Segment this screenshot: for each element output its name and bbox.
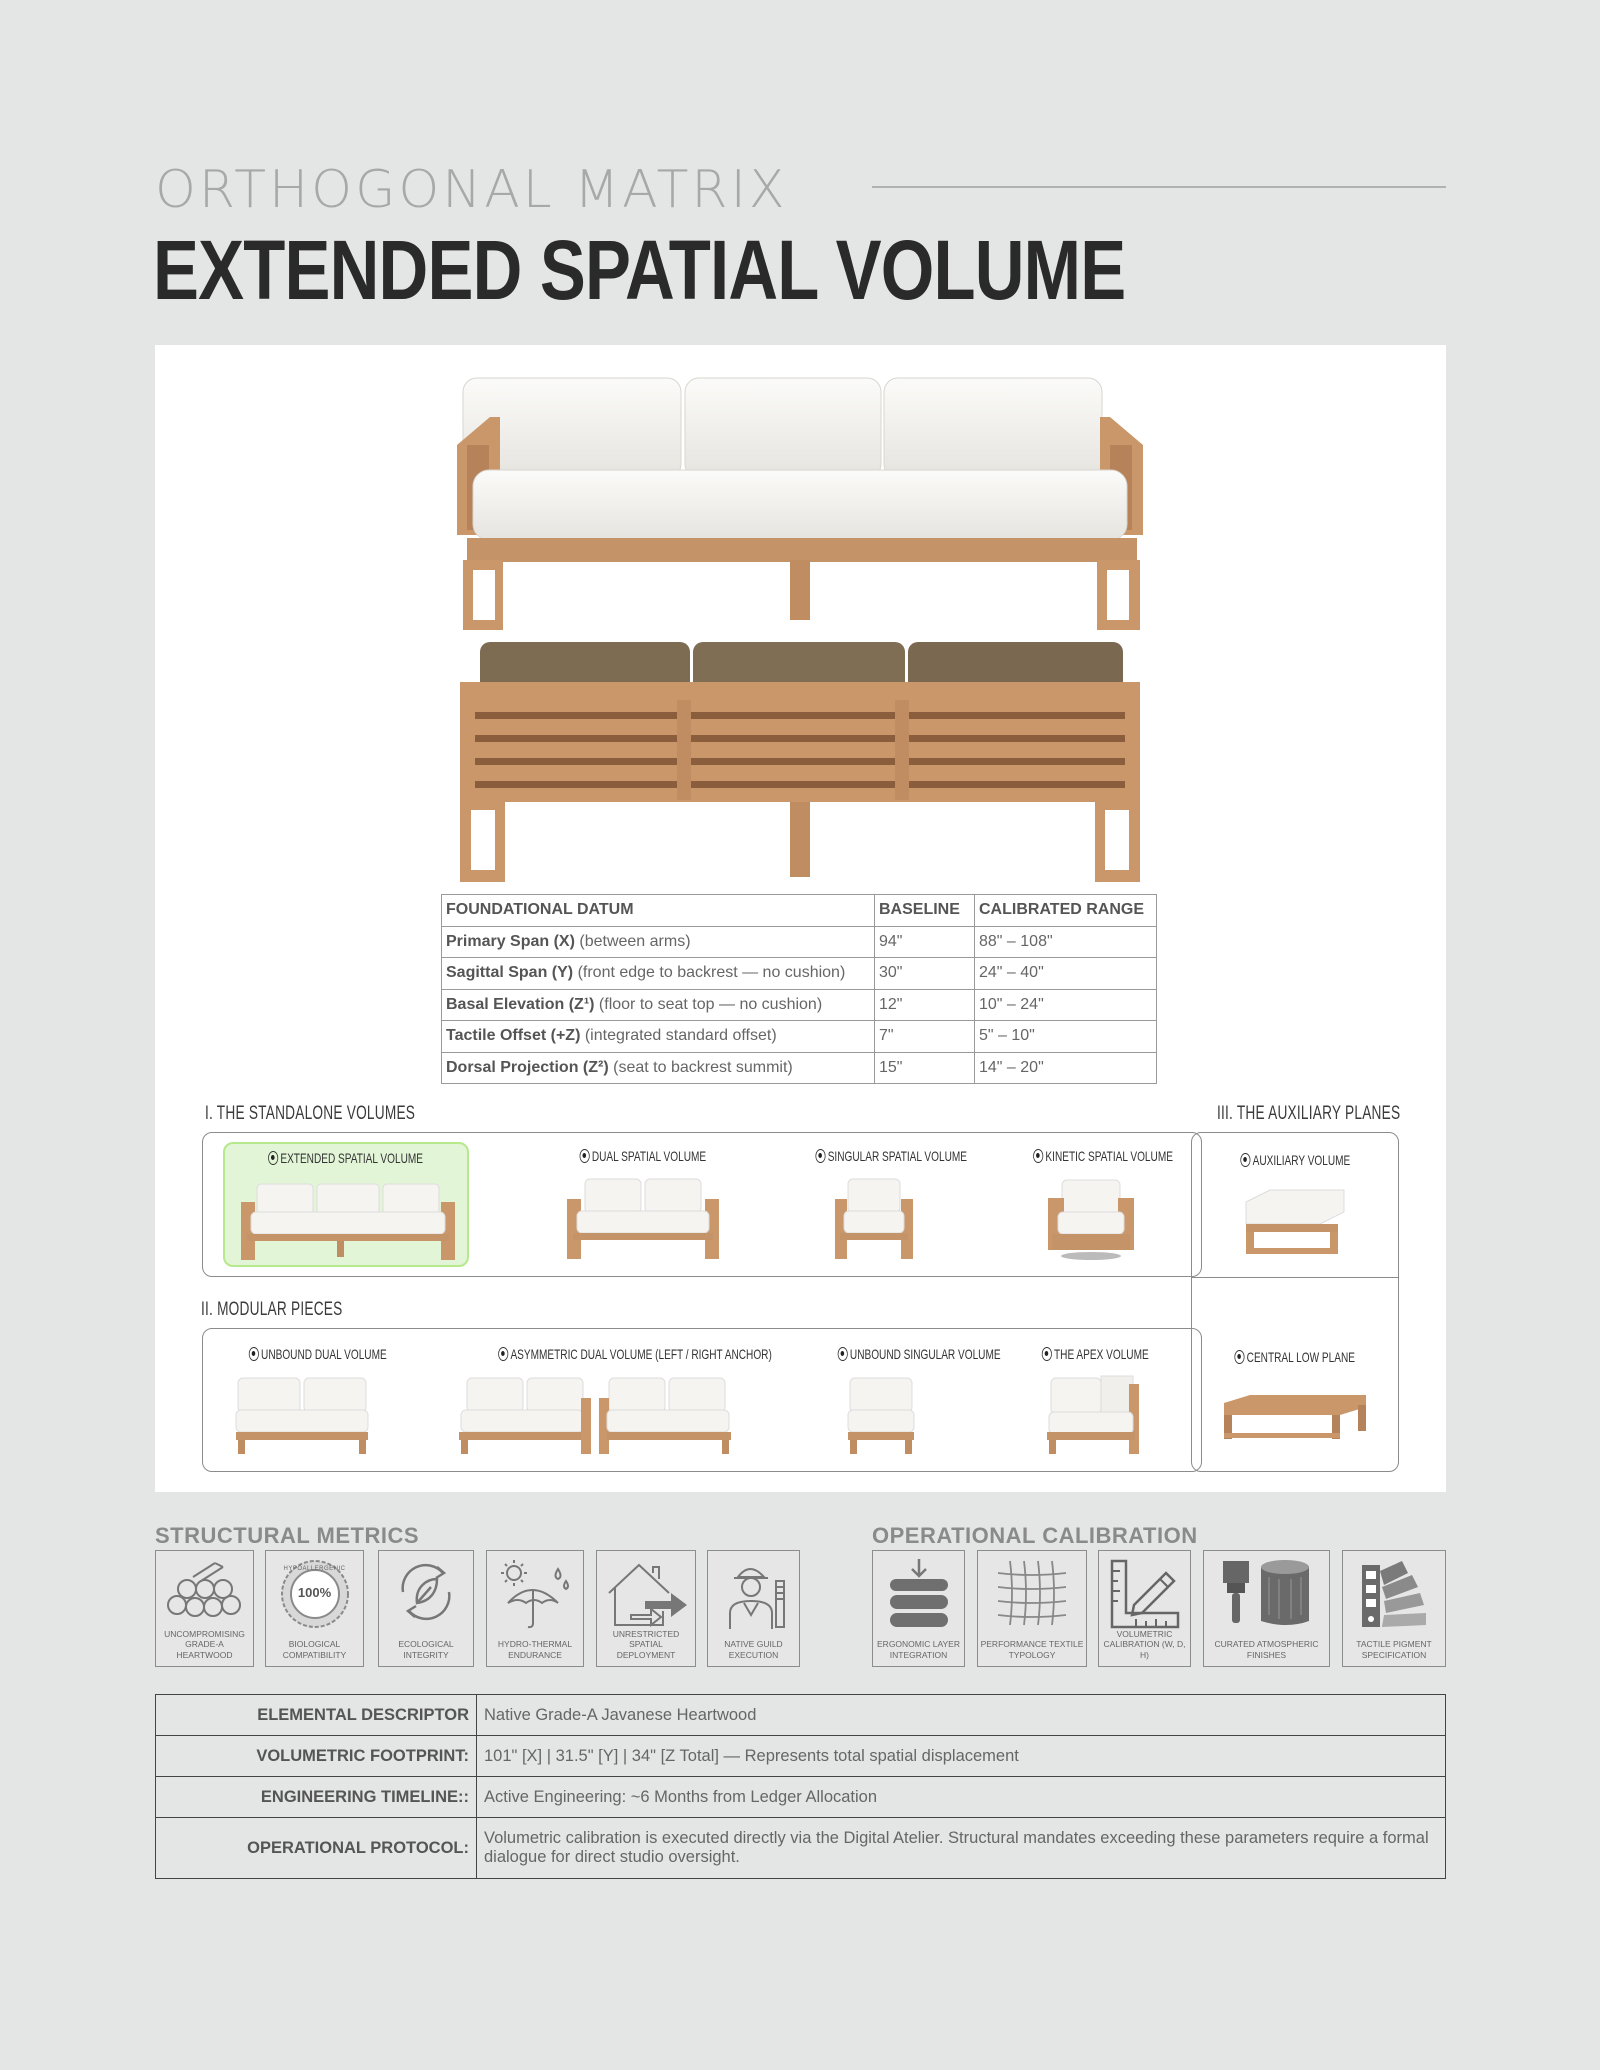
radio-icon[interactable] [498, 1347, 508, 1361]
option-dual-spatial-volume[interactable] [548, 1142, 738, 1267]
baseline-cell: 15" [875, 1052, 975, 1084]
datum-term: Dorsal Projection (Z²) [446, 1058, 609, 1076]
range-col-header: CALIBRATED RANGE [975, 895, 1157, 927]
operational-calibration-title: OPERATIONAL CALIBRATION [872, 1523, 1198, 1548]
metric-grade-a-heartwood [155, 1550, 254, 1667]
table-row [442, 958, 1157, 990]
option-the-apex-volume[interactable] [1020, 1340, 1170, 1465]
option-extended-spatial-volume[interactable] [223, 1142, 469, 1267]
range-cell: 14" – 20" [975, 1052, 1157, 1084]
logs-icon [163, 1557, 247, 1627]
range-cell: 24" – 40" [975, 958, 1157, 990]
radio-icon[interactable] [249, 1347, 259, 1361]
standalone-section-label: I. THE STANDALONE VOLUMES [205, 1103, 416, 1124]
spec-key: OPERATIONAL PROTOCOL: [156, 1818, 477, 1879]
calibration-atmospheric-finishes [1203, 1550, 1330, 1667]
layered-cushion-icon [884, 1557, 954, 1631]
metric-label: BIOLOGICAL COMPATIBILITY [282, 1639, 347, 1660]
table-row [156, 1777, 1446, 1818]
option-auxiliary-volume[interactable] [1200, 1146, 1390, 1271]
option-label: AUXILIARY VOLUME [1252, 1152, 1350, 1168]
three-seat-sofa-thumb [237, 1182, 459, 1262]
loveseat-thumb [563, 1177, 723, 1261]
option-asymmetric-dual-volume[interactable] [445, 1340, 772, 1465]
auxiliary-section-label: III. THE AUXILIARY PLANES [1217, 1103, 1401, 1124]
sofa-back-image [455, 640, 1145, 885]
datum-note: (floor to seat top — no cushion) [594, 995, 823, 1013]
baseline-cell: 94" [875, 926, 975, 958]
swivel-chair-thumb [1044, 1178, 1138, 1262]
datum-cell [442, 1021, 875, 1053]
datum-term: Basal Elevation (Z¹) [446, 995, 595, 1013]
baseline-cell: 30" [875, 958, 975, 990]
structural-metrics-title: STRUCTURAL METRICS [155, 1523, 420, 1548]
calibration-volumetric [1098, 1550, 1191, 1667]
radio-icon[interactable] [815, 1149, 825, 1163]
radio-selected-icon[interactable] [269, 1151, 279, 1165]
spec-key: ENGINEERING TIMELINE:: [156, 1777, 477, 1818]
datum-note: (integrated standard offset) [580, 1027, 777, 1045]
spec-value: Native Grade-A Javanese Heartwood [477, 1695, 1446, 1736]
metric-biological-compatibility [265, 1550, 364, 1667]
metric-label: ECOLOGICAL INTEGRITY [398, 1639, 454, 1660]
option-label: DUAL SPATIAL VOLUME [591, 1148, 707, 1164]
option-unbound-singular-volume[interactable] [806, 1340, 1001, 1465]
ottoman-thumb [1240, 1188, 1350, 1258]
craftsman-icon [718, 1557, 790, 1631]
range-cell: 10" – 24" [975, 989, 1157, 1021]
metric-label: VOLUMETRIC CALIBRATION (W, D, H) [1103, 1628, 1186, 1660]
table-row [442, 926, 1157, 958]
option-singular-spatial-volume[interactable] [786, 1142, 968, 1267]
baseline-col-header: BASELINE [875, 895, 975, 927]
datum-term: Primary Span (X) [446, 932, 575, 950]
spec-key: VOLUMETRIC FOOTPRINT: [156, 1736, 477, 1777]
specification-table [155, 1694, 1446, 1879]
asymmetric-sofa-thumb [457, 1376, 733, 1456]
textile-weave-icon [996, 1557, 1068, 1629]
calibration-pigment-specification [1342, 1550, 1446, 1667]
radio-icon[interactable] [1042, 1347, 1052, 1361]
range-cell: 5" – 10" [975, 1021, 1157, 1053]
option-label: CENTRAL LOW PLANE [1246, 1349, 1356, 1365]
metric-label: NATIVE GUILD EXECUTION [724, 1639, 783, 1660]
seal-ring-text: HYPOALLERGENIC [283, 1566, 346, 1572]
radio-icon[interactable] [838, 1347, 848, 1361]
metric-label: ERGONOMIC LAYER INTEGRATION [877, 1639, 960, 1660]
radio-icon[interactable] [1235, 1350, 1245, 1364]
metric-label: CURATED ATMOSPHERIC FINISHES [1214, 1639, 1319, 1660]
option-label: UNBOUND DUAL VOLUME [261, 1346, 387, 1362]
foundational-datum-table [441, 894, 1157, 1084]
armchair-thumb [832, 1177, 916, 1261]
ruler-pencil-icon [1108, 1557, 1182, 1631]
armless-chair-thumb [846, 1376, 916, 1456]
modular-section-label: II. MODULAR PIECES [201, 1299, 343, 1320]
baseline-cell: 7" [875, 1021, 975, 1053]
header-rule [872, 186, 1446, 188]
corner-chair-thumb [1045, 1374, 1141, 1458]
option-central-low-plane[interactable] [1200, 1343, 1390, 1468]
spec-value: Active Engineering: ~6 Months from Ledger Allocation [477, 1777, 1446, 1818]
seal-percent-text: 100% [297, 1585, 332, 1600]
option-label: EXTENDED SPATIAL VOLUME [280, 1150, 424, 1166]
metric-native-guild-execution [707, 1550, 800, 1667]
metric-label: UNRESTRICTED SPATIAL DEPLOYMENT [612, 1628, 680, 1660]
option-label: THE APEX VOLUME [1053, 1346, 1149, 1362]
option-unbound-dual-volume[interactable] [222, 1340, 387, 1465]
range-cell: 88" – 108" [975, 926, 1157, 958]
datum-header-row [442, 895, 1157, 927]
metric-hydro-thermal-endurance [486, 1550, 584, 1667]
brush-wood-icon [1217, 1557, 1317, 1631]
metric-ecological-integrity [378, 1550, 474, 1667]
table-row [442, 1021, 1157, 1053]
datum-note: (seat to backrest summit) [608, 1058, 793, 1076]
swatch-fan-icon [1352, 1557, 1436, 1631]
table-row [156, 1818, 1446, 1879]
option-label: KINETIC SPATIAL VOLUME [1045, 1148, 1173, 1164]
datum-note: (front edge to backrest — no cushion) [573, 964, 846, 982]
baseline-cell: 12" [875, 989, 975, 1021]
sun-rain-umbrella-icon [492, 1557, 578, 1631]
radio-icon[interactable] [1033, 1149, 1043, 1163]
datum-cell [442, 1052, 875, 1084]
option-label: UNBOUND SINGULAR VOLUME [849, 1346, 1001, 1362]
option-label: SINGULAR SPATIAL VOLUME [827, 1148, 968, 1164]
datum-cell [442, 989, 875, 1021]
spec-value: Volumetric calibration is executed directly via the Digital Atelier. Structural mandates exceeding these parameters require a formal dialogue for direct studio oversight. [477, 1818, 1446, 1879]
metric-label: UNCOMPROMISING GRADE-A HEARTWOOD [164, 1628, 245, 1660]
datum-term: Tactile Offset (+Z) [446, 1027, 581, 1045]
datum-cell [442, 958, 875, 990]
sofa-front-image [455, 375, 1145, 630]
auxiliary-divider [1191, 1277, 1399, 1278]
metric-unrestricted-spatial-deployment [596, 1550, 696, 1667]
option-label: ASYMMETRIC DUAL VOLUME (LEFT / RIGHT ANCHOR) [510, 1346, 772, 1362]
table-row [442, 1052, 1157, 1084]
eco-leaf-cycle-icon [393, 1557, 459, 1627]
calibration-ergonomic-layer [872, 1550, 965, 1667]
radio-icon[interactable] [580, 1149, 590, 1163]
table-row [156, 1736, 1446, 1777]
page-title: EXTENDED SPATIAL VOLUME [153, 223, 1126, 317]
calibration-performance-textile [977, 1550, 1087, 1667]
house-arrows-icon [601, 1557, 691, 1629]
datum-note: (between arms) [574, 932, 691, 950]
coffee-table-thumb [1220, 1393, 1370, 1443]
table-row [156, 1695, 1446, 1736]
datum-cell [442, 926, 875, 958]
metric-label: TACTILE PIGMENT SPECIFICATION [1356, 1639, 1432, 1660]
armless-loveseat-thumb [234, 1376, 370, 1456]
option-kinetic-spatial-volume[interactable] [1006, 1142, 1178, 1267]
table-row [442, 989, 1157, 1021]
radio-icon[interactable] [1240, 1153, 1250, 1167]
header-eyebrow: ORTHOGONAL MATRIX [155, 160, 788, 220]
datum-term: Sagittal Span (Y) [446, 964, 574, 982]
datum-col-header: FOUNDATIONAL DATUM [442, 895, 875, 927]
spec-key: ELEMENTAL DESCRIPTOR [156, 1695, 477, 1736]
metric-label: HYDRO-THERMAL ENDURANCE [497, 1639, 573, 1660]
spec-value: 101" [X] | 31.5" [Y] | 34" [Z Total] — Represents total spatial displacement [477, 1736, 1446, 1777]
metric-label: PERFORMANCE TEXTILE TYPOLOGY [980, 1639, 1084, 1660]
